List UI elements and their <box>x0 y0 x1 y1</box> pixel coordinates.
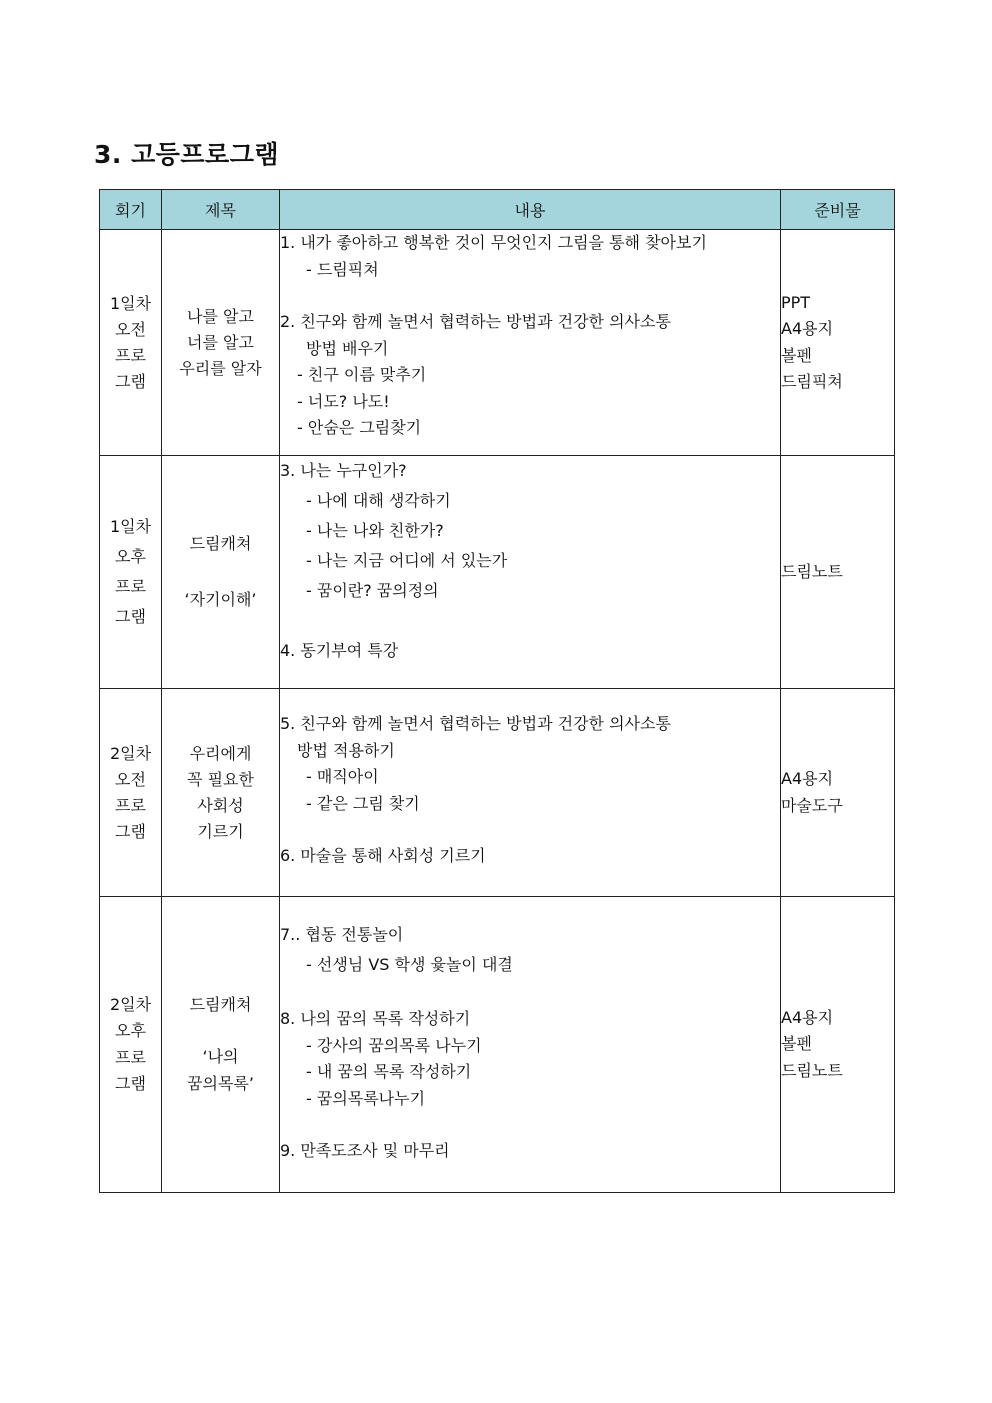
session-text: 프로 <box>115 345 146 365</box>
title-text: 우리에게 <box>189 743 252 763</box>
table-row <box>100 456 895 689</box>
materials-cell <box>781 230 895 456</box>
session-text: 그램 <box>115 821 146 841</box>
table-row <box>100 897 895 1193</box>
material-item: 드림노트 <box>781 562 843 581</box>
material-item: 볼펜 <box>781 1034 812 1054</box>
session-text: 2일차 <box>109 743 152 763</box>
table-row <box>100 230 895 456</box>
header-session: 회기 <box>100 190 162 230</box>
content-item: 1. 내가 좋아하고 행복한 것이 무엇인지 그림을 통해 찾아보기 <box>280 233 707 252</box>
content-subitem: - 나는 지금 어디에 서 있는가 <box>306 551 508 570</box>
session-text: 프로 <box>115 795 146 815</box>
content-cell <box>280 689 781 897</box>
materials-cell <box>781 897 895 1193</box>
session-cell <box>100 456 162 689</box>
title-text: 꿈의목록’ <box>187 1073 254 1093</box>
content-item-cont: 방법 배우기 <box>306 338 389 358</box>
content-item: 7.. 협동 전통놀이 <box>280 925 404 944</box>
title-text: 우리를 알자 <box>179 358 262 378</box>
session-text: 그램 <box>115 371 146 391</box>
content-subitem: - 선생님 VS 학생 윷놀이 대결 <box>306 955 513 974</box>
title-text: 나를 알고 <box>187 306 254 326</box>
program-table <box>99 189 895 1193</box>
content-subitem: - 같은 그림 찾기 <box>306 793 420 813</box>
table-row <box>100 689 895 897</box>
material-item: 드림노트 <box>781 1060 843 1080</box>
content-subitem: - 나는 나와 친한가? <box>306 521 444 540</box>
content-subitem: - 너도? 나도! <box>297 391 390 411</box>
title-cell <box>162 230 280 456</box>
title-text: 사회성 <box>197 795 244 815</box>
title-text: 너를 알고 <box>187 332 254 352</box>
content-item: 9. 만족도조사 및 마무리 <box>280 1141 450 1160</box>
session-text: 오후 <box>115 547 146 566</box>
materials-cell <box>781 689 895 897</box>
content-cell <box>280 897 781 1193</box>
title-text: ‘나의 <box>202 1047 239 1067</box>
content-item: 5. 친구와 함께 놀면서 협력하는 방법과 건강한 의사소통 <box>280 714 671 733</box>
material-item: PPT <box>781 292 811 312</box>
content-item: 3. 나는 누구인가? <box>280 461 407 480</box>
title-cell <box>162 689 280 897</box>
header-materials: 준비물 <box>781 190 895 230</box>
material-item: A4용지 <box>781 769 834 788</box>
title-cell <box>162 456 280 689</box>
title-text: 기르기 <box>197 821 244 841</box>
session-text: 프로 <box>115 1047 146 1067</box>
session-text: 2일차 <box>109 994 152 1014</box>
content-item: 4. 동기부여 특강 <box>280 641 399 660</box>
session-cell <box>100 897 162 1193</box>
content-item: 8. 나의 꿈의 목록 작성하기 <box>280 1009 471 1028</box>
material-item: 볼펜 <box>781 345 812 365</box>
content-cell <box>280 230 781 456</box>
content-subitem: - 강사의 꿈의목록 나누기 <box>306 1035 482 1055</box>
content-item: 2. 친구와 함께 놀면서 협력하는 방법과 건강한 의사소통 <box>280 312 671 331</box>
title-cell <box>162 897 280 1193</box>
table-header-row <box>100 190 895 230</box>
materials-cell <box>781 456 895 689</box>
session-text: 그램 <box>115 607 146 626</box>
session-cell <box>100 230 162 456</box>
content-subitem: - 내 꿈의 목록 작성하기 <box>306 1062 472 1081</box>
content-item: 6. 마술을 통해 사회성 기르기 <box>280 846 486 865</box>
title-text: 꼭 필요한 <box>187 769 254 789</box>
material-item: A4용지 <box>781 319 834 338</box>
content-cell <box>280 456 781 689</box>
header-title: 제목 <box>162 190 280 230</box>
session-cell <box>100 689 162 897</box>
material-item: 마술도구 <box>781 795 843 815</box>
session-text: 1일차 <box>109 293 152 313</box>
session-text: 오전 <box>115 319 146 339</box>
material-item: A4용지 <box>781 1007 834 1027</box>
material-item: 드림픽쳐 <box>781 372 843 391</box>
title-text: ‘자기이해’ <box>184 590 257 609</box>
header-content: 내용 <box>280 190 781 230</box>
content-item-cont: 방법 적용하기 <box>297 740 395 760</box>
content-subitem: - 꿈의목록나누기 <box>306 1088 426 1108</box>
content-subitem: - 드림픽쳐 <box>306 259 379 279</box>
session-text: 1일차 <box>109 517 152 536</box>
title-text: 드림캐쳐 <box>189 994 252 1014</box>
session-text: 프로 <box>115 577 146 596</box>
session-text: 오후 <box>115 1021 146 1040</box>
content-subitem: - 친구 이름 맞추기 <box>297 365 427 384</box>
section-title: 3. 고등프로그램 <box>94 140 279 169</box>
content-subitem: - 매직아이 <box>306 767 379 786</box>
content-subitem: - 안숨은 그림찾기 <box>297 418 422 437</box>
content-subitem: - 나에 대해 생각하기 <box>306 491 451 510</box>
title-text: 드림캐쳐 <box>189 534 252 553</box>
session-text: 오전 <box>115 769 146 789</box>
content-subitem: - 꿈이란? 꿈의정의 <box>306 581 439 600</box>
session-text: 그램 <box>115 1074 146 1093</box>
